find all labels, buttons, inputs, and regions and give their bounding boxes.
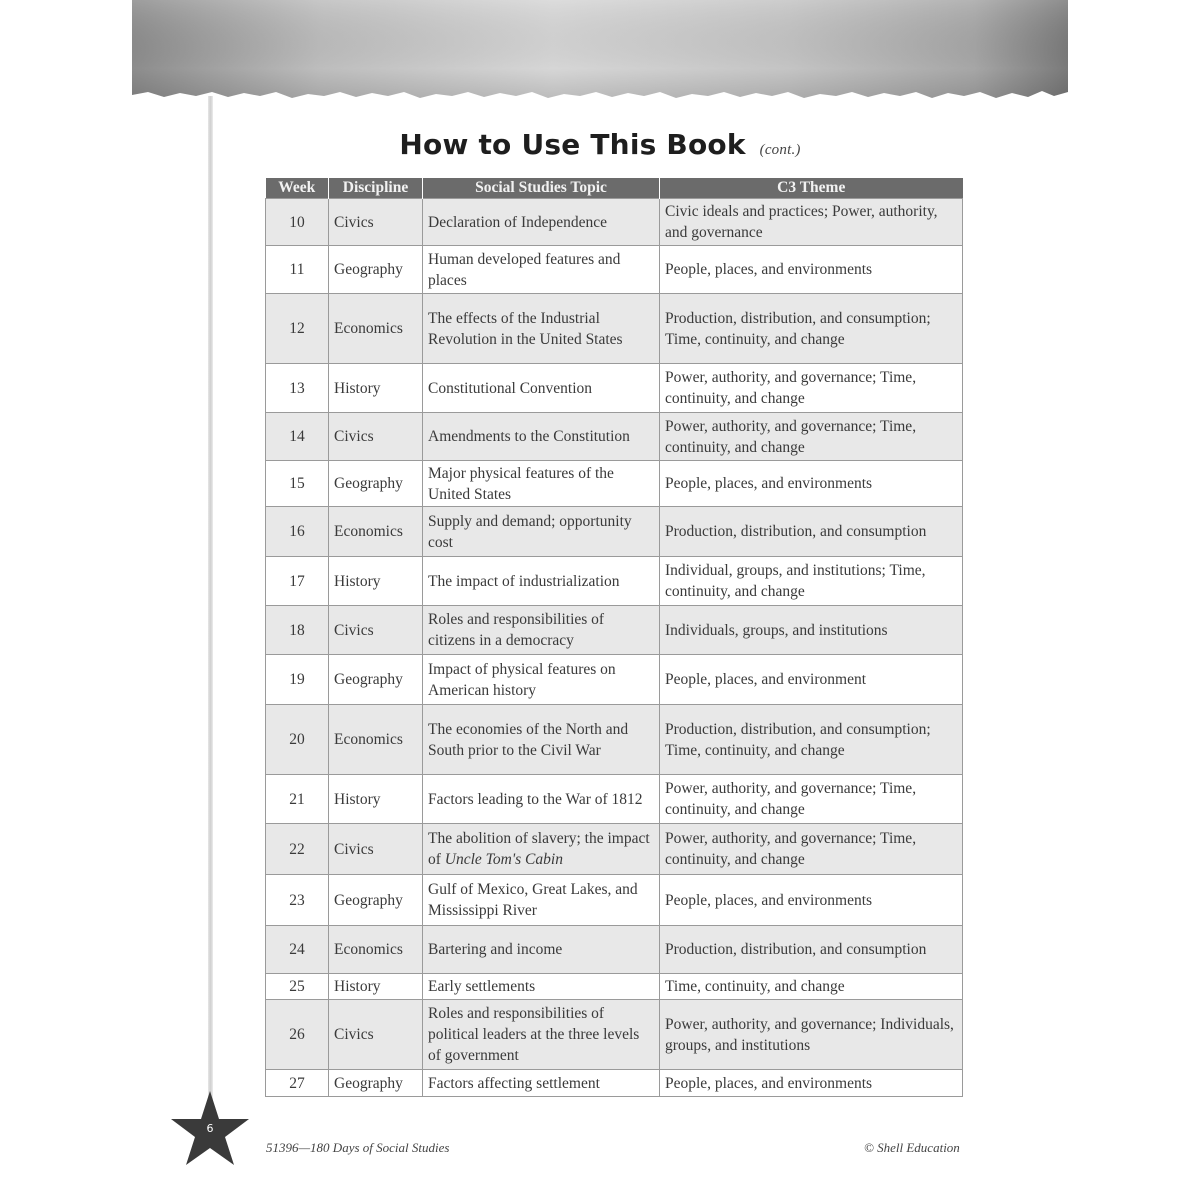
week-cell: 11: [266, 246, 329, 294]
week-cell: 22: [266, 824, 329, 875]
discipline-cell: Civics: [329, 413, 423, 461]
discipline-cell: Civics: [329, 199, 423, 246]
theme-cell: Individual, groups, and institutions; Time, continuity, and change: [660, 557, 963, 606]
theme-cell: Production, distribution, and consumption: [660, 507, 963, 557]
topic-cell: Factors leading to the War of 1812: [423, 775, 660, 824]
table-row: [266, 606, 963, 655]
topic-cell: The effects of the Industrial Revolution in the United States: [423, 294, 660, 364]
discipline-cell: History: [329, 974, 423, 1000]
header-banner: [132, 0, 1068, 104]
schedule-table: [265, 178, 963, 1097]
discipline-cell: Civics: [329, 606, 423, 655]
discipline-cell: Economics: [329, 507, 423, 557]
table-row: [266, 199, 963, 246]
week-cell: 25: [266, 974, 329, 1000]
topic-cell: Constitutional Convention: [423, 364, 660, 413]
page-title-text: How to Use This Book: [399, 128, 746, 161]
topic-cell: Factors affecting settlement: [423, 1070, 660, 1097]
topic-cell: The economies of the North and South prior to the Civil War: [423, 705, 660, 775]
topic-text: The abolition of slavery; the impact of: [428, 830, 650, 868]
theme-cell: Time, continuity, and change: [660, 974, 963, 1000]
discipline-cell: Economics: [329, 705, 423, 775]
discipline-cell: Geography: [329, 246, 423, 294]
column-header-discipline: Discipline: [329, 178, 423, 199]
discipline-cell: History: [329, 775, 423, 824]
discipline-cell: Geography: [329, 875, 423, 926]
week-cell: 14: [266, 413, 329, 461]
week-cell: 10: [266, 199, 329, 246]
discipline-cell: History: [329, 364, 423, 413]
column-header-theme: C3 Theme: [660, 178, 963, 199]
discipline-cell: Economics: [329, 294, 423, 364]
margin-rule: [208, 96, 213, 1106]
table-row: [266, 655, 963, 705]
theme-cell: People, places, and environments: [660, 246, 963, 294]
table-row: [266, 294, 963, 364]
week-cell: 19: [266, 655, 329, 705]
discipline-cell: Geography: [329, 655, 423, 705]
theme-cell: People, places, and environments: [660, 1070, 963, 1097]
discipline-cell: Civics: [329, 1000, 423, 1070]
theme-cell: Power, authority, and governance; Time, continuity, and change: [660, 364, 963, 413]
table-row: [266, 364, 963, 413]
table-row: [266, 1070, 963, 1097]
footer-copyright: © Shell Education: [864, 1140, 960, 1155]
week-cell: 15: [266, 461, 329, 507]
table-row: [266, 775, 963, 824]
topic-cell: Human developed features and places: [423, 246, 660, 294]
column-header-topic: Social Studies Topic: [423, 178, 660, 199]
topic-cell: Bartering and income: [423, 926, 660, 974]
table-row: [266, 1000, 963, 1070]
discipline-cell: Geography: [329, 461, 423, 507]
discipline-cell: Economics: [329, 926, 423, 974]
discipline-cell: Geography: [329, 1070, 423, 1097]
week-cell: 13: [266, 364, 329, 413]
table-row: [266, 461, 963, 507]
theme-cell: People, places, and environment: [660, 655, 963, 705]
week-cell: 18: [266, 606, 329, 655]
page-title: [0, 128, 1200, 161]
theme-cell: Power, authority, and governance; Time, continuity, and change: [660, 775, 963, 824]
discipline-cell: History: [329, 557, 423, 606]
week-cell: 21: [266, 775, 329, 824]
topic-cell: Roles and responsibilities of political leaders at the three levels of government: [423, 1000, 660, 1070]
theme-cell: Individuals, groups, and institutions: [660, 606, 963, 655]
page-number: 6: [206, 1122, 214, 1135]
topic-cell: Major physical features of the United States: [423, 461, 660, 507]
topic-cell: Gulf of Mexico, Great Lakes, and Mississippi River: [423, 875, 660, 926]
week-cell: 20: [266, 705, 329, 775]
theme-cell: Civic ideals and practices; Power, authority, and governance: [660, 199, 963, 246]
week-cell: 16: [266, 507, 329, 557]
table-row: [266, 413, 963, 461]
table-row: [266, 875, 963, 926]
theme-cell: Production, distribution, and consumption; Time, continuity, and change: [660, 705, 963, 775]
week-cell: 12: [266, 294, 329, 364]
topic-cell: Amendments to the Constitution: [423, 413, 660, 461]
table-row: [266, 974, 963, 1000]
week-cell: 27: [266, 1070, 329, 1097]
week-cell: 26: [266, 1000, 329, 1070]
topic-cell: Declaration of Independence: [423, 199, 660, 246]
topic-cell: [423, 824, 660, 875]
topic-cell: Roles and responsibilities of citizens in a democracy: [423, 606, 660, 655]
table-row: [266, 557, 963, 606]
theme-cell: Power, authority, and governance; Time, continuity, and change: [660, 824, 963, 875]
table-header-row: [266, 178, 963, 199]
theme-cell: Power, authority, and governance; Time, continuity, and change: [660, 413, 963, 461]
theme-cell: People, places, and environments: [660, 875, 963, 926]
discipline-cell: Civics: [329, 824, 423, 875]
table-row: [266, 926, 963, 974]
week-cell: 24: [266, 926, 329, 974]
table-row: [266, 246, 963, 294]
table-row: [266, 705, 963, 775]
table-row: [266, 824, 963, 875]
theme-cell: Power, authority, and governance; Individuals, groups, and institutions: [660, 1000, 963, 1070]
theme-cell: People, places, and environments: [660, 461, 963, 507]
week-cell: 17: [266, 557, 329, 606]
topic-cell: Impact of physical features on American history: [423, 655, 660, 705]
theme-cell: Production, distribution, and consumption: [660, 926, 963, 974]
page-title-suffix: (cont.): [759, 142, 801, 158]
book-title: Uncle Tom's Cabin: [444, 851, 563, 868]
footer-book-code: 51396—180 Days of Social Studies: [266, 1140, 450, 1155]
topic-cell: The impact of industrialization: [423, 557, 660, 606]
topic-cell: Early settlements: [423, 974, 660, 1000]
week-cell: 23: [266, 875, 329, 926]
theme-cell: Production, distribution, and consumption; Time, continuity, and change: [660, 294, 963, 364]
table-row: [266, 507, 963, 557]
topic-cell: Supply and demand; opportunity cost: [423, 507, 660, 557]
column-header-week: Week: [266, 178, 329, 199]
